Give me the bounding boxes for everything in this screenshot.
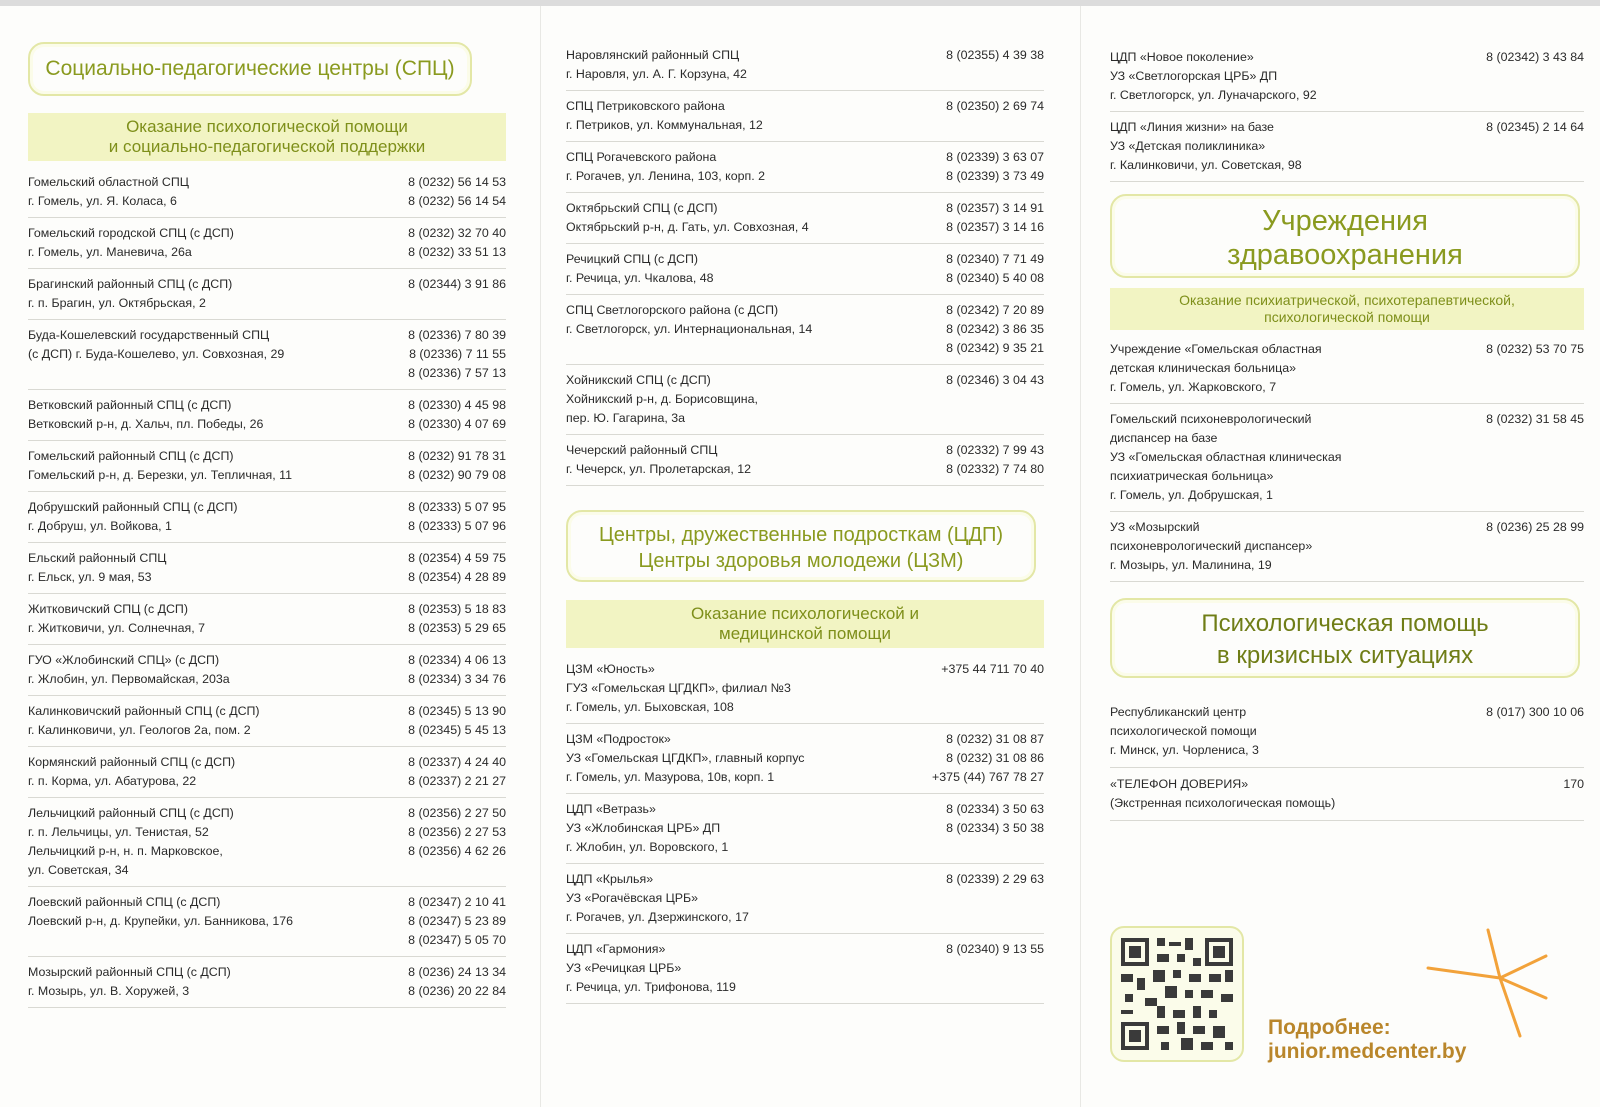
contact-phones — [408, 963, 506, 1001]
contact-name-line: г. Рогачев, ул. Ленина, 103, корп. 2 — [566, 169, 766, 183]
phone-number[interactable]: +375 (44) 767 78 27 — [932, 770, 1044, 784]
contact-entry — [1110, 42, 1584, 112]
column-right — [1110, 6, 1584, 1063]
phone-number[interactable]: 8 (02346) 3 04 43 — [946, 373, 1044, 387]
contact-name-line: СПЦ Рогачевского района — [566, 150, 717, 164]
contact-name — [1110, 118, 1486, 175]
contact-name-line: УЗ «Жлобинская ЦРБ» ДП — [566, 821, 721, 835]
phone-number[interactable]: 8 (0232) 90 79 08 — [408, 468, 506, 482]
contact-name — [566, 199, 946, 237]
contact-entry — [1110, 696, 1584, 768]
contact-entry — [566, 794, 1044, 864]
crisis-list — [1110, 696, 1584, 821]
phone-number[interactable]: 8 (02347) 5 23 89 — [408, 914, 506, 928]
contact-name-line: Кормянский районный СПЦ (с ДСП) — [28, 755, 236, 769]
contact-name-line: г. Минск, ул. Чорлениса, 3 — [1110, 743, 1259, 757]
contact-name-line: (Экстренная психологическая помощь) — [1110, 796, 1336, 810]
phone-number[interactable]: 8 (02340) 7 71 49 — [946, 252, 1044, 266]
contact-name — [28, 702, 408, 740]
contact-name-line: ЦДП «Ветразь» — [566, 802, 656, 816]
phone-number[interactable]: 8 (0232) 31 08 86 — [946, 751, 1044, 765]
phone-number[interactable]: 8 (02332) 7 99 43 — [946, 443, 1044, 457]
contact-name-line: г. Жлобин, ул. Первомайская, 203а — [28, 672, 230, 686]
subtitle-line: и социально-педагогической поддержки — [108, 137, 426, 156]
contact-phones — [946, 97, 1044, 135]
contact-name-line: СПЦ Петриковского района — [566, 99, 725, 113]
contact-phones — [1486, 703, 1584, 760]
contact-name-line: УЗ «Светлогорская ЦРБ» ДП — [1110, 69, 1278, 83]
phone-number[interactable]: 8 (02339) 3 63 07 — [946, 150, 1044, 164]
contact-name-line: ЦЗМ «Подросток» — [566, 732, 671, 746]
phone-number[interactable]: 8 (02342) 7 20 89 — [946, 303, 1044, 317]
contact-entry — [566, 244, 1044, 295]
contact-entry — [1110, 768, 1584, 821]
contact-entry — [566, 365, 1044, 435]
contact-name — [566, 441, 946, 479]
contact-name-line: Ветковский районный СПЦ (с ДСП) — [28, 398, 232, 412]
contact-entry — [566, 654, 1044, 724]
phone-number[interactable]: 8 (02347) 5 05 70 — [408, 933, 506, 947]
contact-name-line: Лоевский р-н, д. Крупейки, ул. Банникова, 176 — [28, 914, 294, 928]
contact-name — [1110, 775, 1563, 813]
contact-name-line: Гомельский городской СПЦ (с ДСП) — [28, 226, 234, 240]
contact-name-line: диспансер на базе — [1110, 431, 1218, 445]
contact-phones — [408, 702, 506, 740]
section-title-spc: Социально-педагогические центры (СПЦ) — [28, 42, 472, 96]
contact-name — [566, 148, 946, 186]
contact-entry — [28, 390, 506, 441]
contact-entry — [566, 142, 1044, 193]
contact-entry — [28, 218, 506, 269]
contact-entry — [1110, 112, 1584, 182]
phone-number[interactable]: 8 (02353) 5 29 65 — [408, 621, 506, 635]
qr-code-icon[interactable] — [1121, 938, 1233, 1050]
contact-name-line: Ельский районный СПЦ — [28, 551, 167, 565]
contact-name — [1110, 340, 1486, 397]
contact-name-line: г. Речица, ул. Трифонова, 119 — [566, 980, 736, 994]
contact-name-line: г. п. Лельчицы, ул. Тенистая, 52 — [28, 825, 209, 839]
website-link[interactable]: junior.medcenter.by — [1268, 1040, 1467, 1063]
phone-number[interactable]: 8 (02354) 4 59 75 — [408, 551, 506, 565]
contact-entry — [28, 747, 506, 798]
contact-name — [566, 250, 946, 288]
contact-name — [1110, 48, 1486, 105]
contact-name — [566, 730, 932, 787]
contact-phones — [408, 447, 506, 485]
phone-number[interactable]: 8 (02347) 2 10 41 — [408, 895, 506, 909]
contact-name-line: Гомельский районный СПЦ (с ДСП) — [28, 449, 234, 463]
contact-phones — [946, 800, 1044, 857]
contact-name — [28, 173, 408, 211]
phone-number[interactable]: 8 (02354) 4 28 89 — [408, 570, 506, 584]
phone-number[interactable]: 8 (02350) 2 69 74 — [946, 99, 1044, 113]
phone-number[interactable]: 8 (02334) 3 34 76 — [408, 672, 506, 686]
contact-name-line: г. Рогачев, ул. Дзержинского, 17 — [566, 910, 749, 924]
contact-name — [1110, 518, 1486, 575]
contact-phones — [946, 199, 1044, 237]
contact-name-line: г. Гомель, ул. Мазурова, 10в, корп. 1 — [566, 770, 775, 784]
contact-phones — [946, 148, 1044, 186]
fold-line — [1080, 6, 1081, 1107]
phone-number[interactable]: 8 (0232) 31 58 45 — [1486, 412, 1584, 426]
phone-number[interactable]: 8 (02336) 7 11 55 — [409, 347, 506, 361]
contact-entry — [1110, 512, 1584, 582]
phone-number[interactable]: 8 (0232) 53 70 75 — [1486, 342, 1584, 356]
qr-frame — [1110, 926, 1244, 1062]
contact-name-line: Учреждение «Гомельская областная — [1110, 342, 1322, 356]
subtitle-line: Оказание психологической и — [690, 604, 920, 623]
contact-name-line: ЦДП «Гармония» — [566, 942, 666, 956]
contact-name-line: Лельчицкий р-н, н. п. Марковское, — [28, 844, 223, 858]
contact-name-line: г. Гомель, ул. Маневича, 26а — [28, 245, 192, 259]
contact-entry — [28, 798, 506, 887]
contact-name-line: УЗ «Детская поликлиника» — [1110, 139, 1266, 153]
contact-phones — [408, 753, 506, 791]
contact-name-line: психоневрологический диспансер» — [1110, 539, 1313, 553]
contact-phones — [408, 326, 506, 383]
contact-entry — [28, 167, 506, 218]
phone-number[interactable]: 8 (02339) 2 29 63 — [946, 872, 1044, 886]
contact-name — [28, 600, 408, 638]
contact-phones — [946, 940, 1044, 997]
contact-name-line: Чечерский районный СПЦ — [566, 443, 718, 457]
health-list — [1110, 334, 1584, 582]
phone-number[interactable]: 8 (02334) 3 50 63 — [946, 802, 1044, 816]
phone-number[interactable]: 8 (0236) 20 22 84 — [408, 984, 506, 998]
contact-name — [566, 46, 946, 84]
contact-name-line: Ветковский р-н, д. Хальч, пл. Победы, 26 — [28, 417, 264, 431]
contact-name-line: Брагинский районный СПЦ (с ДСП) — [28, 277, 233, 291]
contact-name — [1110, 410, 1486, 505]
contact-phones — [1486, 48, 1584, 105]
phone-number[interactable]: 8 (02356) 2 27 53 — [408, 825, 506, 839]
contact-phones — [408, 396, 506, 434]
section-subtitle-spc — [28, 113, 506, 161]
contact-name-line: Хойникский СПЦ (с ДСП) — [566, 373, 711, 387]
contact-name-line: Лоевский районный СПЦ (с ДСП) — [28, 895, 221, 909]
contact-name-line: психиатрическая больница» — [1110, 469, 1274, 483]
contact-name-line: психологической помощи — [1110, 724, 1257, 738]
contact-name-line: Добрушский районный СПЦ (с ДСП) — [28, 500, 238, 514]
contact-name-line: Гомельский психоневрологический — [1110, 412, 1312, 426]
contact-name-line: УЗ «Гомельская ЦГДКП», главный корпус — [566, 751, 805, 765]
contact-name — [566, 301, 946, 358]
contact-name — [28, 963, 408, 1001]
phone-number[interactable]: 8 (02357) 3 14 16 — [946, 220, 1044, 234]
phone-number[interactable]: 8 (02334) 3 50 38 — [946, 821, 1044, 835]
contact-phones — [946, 46, 1044, 84]
contact-name-line: г. п. Корма, ул. Абатурова, 22 — [28, 774, 197, 788]
contact-name — [28, 753, 408, 791]
contact-phones — [1486, 340, 1584, 397]
contact-name-line: г. Гомель, ул. Быховская, 108 — [566, 700, 734, 714]
contact-entry — [28, 696, 506, 747]
contact-name-line: (с ДСП) г. Буда-Кошелево, ул. Совхозная, 29 — [28, 347, 285, 361]
phone-number[interactable]: 8 (02336) 7 80 39 — [408, 328, 506, 342]
phone-number[interactable]: 8 (02355) 4 39 38 — [946, 48, 1044, 62]
contact-name — [566, 660, 941, 717]
contact-name-line: ЦДП «Крылья» — [566, 872, 654, 886]
contact-phones — [1486, 410, 1584, 505]
contact-phones — [946, 371, 1044, 428]
phone-number[interactable]: 8 (0236) 24 13 34 — [408, 965, 506, 979]
contact-entry — [28, 269, 506, 320]
phone-number[interactable]: 8 (0236) 25 28 99 — [1486, 520, 1584, 534]
contact-name — [28, 651, 408, 689]
contact-name-line: Буда-Кошелевский государственный СПЦ — [28, 328, 270, 342]
phone-number[interactable]: 8 (02345) 2 14 64 — [1486, 120, 1584, 134]
phone-number[interactable]: 8 (02340) 9 13 55 — [946, 942, 1044, 956]
contact-entry — [566, 724, 1044, 794]
phone-number[interactable]: 8 (0232) 31 08 87 — [946, 732, 1044, 746]
contact-entry — [28, 441, 506, 492]
title-line: в кризисных ситуациях — [1216, 642, 1474, 669]
contact-phones — [408, 893, 506, 950]
contact-name-line: г. Петриков, ул. Коммунальная, 12 — [566, 118, 763, 132]
contact-name-line: г. Наровля, ул. А. Г. Корзуна, 42 — [566, 67, 747, 81]
contact-phones — [946, 301, 1044, 358]
contact-name-line: детская клиническая больница» — [1110, 361, 1296, 375]
contact-phones — [932, 730, 1044, 787]
contact-name-line: ГУО «Жлобинский СПЦ» (с ДСП) — [28, 653, 220, 667]
contact-name-line: ЦДП «Линия жизни» на базе — [1110, 120, 1274, 134]
contact-name-line: пер. Ю. Гагарина, 3а — [566, 411, 686, 425]
contact-name-line: г. Ельск, ул. 9 мая, 53 — [28, 570, 152, 584]
phone-number[interactable]: 8 (0232) 33 51 13 — [408, 245, 506, 259]
contact-name-line: УЗ «Гомельская областная клиническая — [1110, 450, 1342, 464]
contact-name-line: ГУЗ «Гомельская ЦГДКП», филиал №3 — [566, 681, 791, 695]
contact-entry — [566, 91, 1044, 142]
column-social-centers — [28, 6, 506, 1008]
brochure-page — [0, 6, 1600, 1107]
contact-name — [566, 97, 946, 135]
contact-name-line: г. Калинковичи, ул. Геологов 2а, пом. 2 — [28, 723, 251, 737]
spc-list — [28, 167, 506, 1008]
contact-name-line: г. Гомель, ул. Добрушская, 1 — [1110, 488, 1273, 502]
section-title-health — [1110, 194, 1580, 278]
contact-entry — [566, 435, 1044, 486]
contact-entry — [566, 40, 1044, 91]
phone-number[interactable]: 8 (0232) 56 14 54 — [408, 194, 506, 208]
contact-name-line: Мозырский районный СПЦ (с ДСП) — [28, 965, 231, 979]
footer-block — [1110, 926, 1584, 1076]
subtitle-line: психологической помощи — [1264, 309, 1430, 325]
contact-name-line: УЗ «Мозырский — [1110, 520, 1200, 534]
phone-number[interactable]: 8 (02357) 3 14 91 — [946, 201, 1044, 215]
subtitle-line: медицинской помощи — [719, 624, 891, 643]
contact-name-line: г. Гомель, ул. Я. Коласа, 6 — [28, 194, 177, 208]
contact-name — [1110, 703, 1486, 760]
contact-phones — [946, 441, 1044, 479]
contact-entry — [566, 193, 1044, 244]
more-info — [1268, 1016, 1466, 1064]
contact-phones — [1486, 518, 1584, 575]
phone-number[interactable]: 8 (017) 300 10 06 — [1486, 705, 1584, 719]
phone-number[interactable]: 170 — [1563, 777, 1584, 791]
contact-name-line: г. Чечерск, ул. Пролетарская, 12 — [566, 462, 752, 476]
contact-phones — [408, 275, 506, 313]
contact-name-line: УЗ «Рогачёвская ЦРБ» — [566, 891, 699, 905]
contact-name-line: г. Житковичи, ул. Солнечная, 7 — [28, 621, 205, 635]
phone-number[interactable]: 8 (02345) 5 13 90 — [408, 704, 506, 718]
phone-number[interactable]: 8 (02342) 9 35 21 — [946, 341, 1044, 355]
contact-entry — [28, 492, 506, 543]
phone-number[interactable]: 8 (02356) 4 62 26 — [408, 844, 506, 858]
contact-entry — [1110, 334, 1584, 404]
contact-name — [28, 549, 408, 587]
phone-number[interactable]: 8 (02339) 3 73 49 — [946, 169, 1044, 183]
phone-number[interactable]: 8 (02332) 7 74 80 — [946, 462, 1044, 476]
cdp-list — [566, 654, 1044, 1004]
title-line: Психологическая помощь — [1201, 610, 1489, 637]
contact-name — [566, 371, 946, 428]
contact-phones — [1563, 775, 1584, 813]
contact-name-line: г. Калинковичи, ул. Советская, 98 — [1110, 158, 1302, 172]
contact-name-line: Гомельский областной СПЦ — [28, 175, 189, 189]
phone-number[interactable]: 8 (02337) 2 21 27 — [408, 774, 506, 788]
contact-name-line: Лельчицкий районный СПЦ (с ДСП) — [28, 806, 234, 820]
phone-number[interactable]: 8 (02330) 4 45 98 — [408, 398, 506, 412]
phone-number[interactable]: 8 (02356) 2 27 50 — [408, 806, 506, 820]
contact-name-line: Наровлянский районный СПЦ — [566, 48, 740, 62]
contact-name-line: «ТЕЛЕФОН ДОВЕРИЯ» — [1110, 777, 1249, 791]
phone-number[interactable]: 8 (02333) 5 07 95 — [408, 500, 506, 514]
contact-name-line: Октябрьский р-н, д. Гать, ул. Совхозная, 4 — [566, 220, 809, 234]
contact-name-line: Республиканский центр — [1110, 705, 1247, 719]
contact-name-line: ЦДП «Новое поколение» — [1110, 50, 1254, 64]
contact-name-line: г. п. Брагин, ул. Октябрьская, 2 — [28, 296, 206, 310]
phone-number[interactable]: 8 (02353) 5 18 83 — [408, 602, 506, 616]
contact-name — [28, 275, 408, 313]
contact-name-line: Хойникский р-н, д. Борисовщина, — [566, 392, 758, 406]
phone-number[interactable]: +375 44 711 70 40 — [941, 662, 1044, 676]
contact-entry — [28, 543, 506, 594]
title-line: Учреждения — [1262, 205, 1428, 237]
contact-entry — [566, 295, 1044, 365]
contact-entry — [1110, 404, 1584, 512]
contact-name-line: г. Светлогорск, ул. Луначарского, 92 — [1110, 88, 1317, 102]
contact-name-line: г. Жлобин, ул. Воровского, 1 — [566, 840, 729, 854]
contact-phones — [408, 600, 506, 638]
contact-name-line: УЗ «Речицкая ЦРБ» — [566, 961, 682, 975]
contact-name-line: Речицкий СПЦ (с ДСП) — [566, 252, 698, 266]
phone-number[interactable]: 8 (02334) 4 06 13 — [408, 653, 506, 667]
subtitle-line: Оказание психиатрической, психотерапевтической, — [1179, 292, 1515, 308]
contact-phones — [946, 870, 1044, 927]
contact-phones — [941, 660, 1044, 717]
contact-name — [28, 804, 408, 880]
contact-name-line: Калинковичский районный СПЦ (с ДСП) — [28, 704, 260, 718]
contact-name-line: СПЦ Светлогорского района (с ДСП) — [566, 303, 779, 317]
contact-name-line: ул. Советская, 34 — [28, 863, 129, 877]
fold-line — [540, 6, 541, 1107]
contact-name-line: г. Светлогорск, ул. Интернациональная, 14 — [566, 322, 813, 336]
phone-number[interactable]: 8 (02345) 5 45 13 — [408, 723, 506, 737]
contact-name-line: г. Гомель, ул. Жарковского, 7 — [1110, 380, 1277, 394]
contact-entry — [28, 645, 506, 696]
column-middle — [566, 6, 1044, 1004]
contact-name — [28, 893, 408, 950]
contact-name — [28, 396, 408, 434]
more-label: Подробнее: — [1268, 1016, 1391, 1039]
contact-name — [28, 498, 408, 536]
phone-number[interactable]: 8 (02344) 3 91 86 — [408, 277, 506, 291]
section-title-cdp — [566, 510, 1036, 582]
contact-entry — [28, 957, 506, 1008]
contact-name — [28, 447, 408, 485]
phone-number[interactable]: 8 (02342) 3 43 84 — [1486, 50, 1584, 64]
contact-name — [566, 940, 946, 997]
contact-phones — [408, 498, 506, 536]
phone-number[interactable]: 8 (02330) 4 07 69 — [408, 417, 506, 431]
cdp-list-continued — [1110, 42, 1584, 182]
contact-name-line: г. Речица, ул. Чкалова, 48 — [566, 271, 714, 285]
phone-number[interactable]: 8 (02337) 4 24 40 — [408, 755, 506, 769]
contact-name — [566, 870, 946, 927]
contact-entry — [566, 934, 1044, 1004]
phone-number[interactable]: 8 (02333) 5 07 96 — [408, 519, 506, 533]
contact-name — [28, 224, 408, 262]
contact-phones — [946, 250, 1044, 288]
contact-name-line: г. Мозырь, ул. Малинина, 19 — [1110, 558, 1272, 572]
contact-phones — [408, 651, 506, 689]
section-title-crisis — [1110, 598, 1580, 678]
phone-number[interactable]: 8 (0232) 32 70 40 — [408, 226, 506, 240]
contact-name-line: Гомельский р-н, д. Березки, ул. Тепличная, 11 — [28, 468, 292, 482]
contact-name-line: Октябрьский СПЦ (с ДСП) — [566, 201, 718, 215]
title-line: Центры здоровья молодежи (ЦЗМ) — [638, 550, 964, 572]
contact-entry — [566, 864, 1044, 934]
phone-number[interactable]: 8 (0232) 56 14 53 — [408, 175, 506, 189]
contact-entry — [28, 887, 506, 957]
contact-entry — [28, 320, 506, 390]
contact-name — [28, 326, 408, 383]
phone-number[interactable]: 8 (02340) 5 40 08 — [946, 271, 1044, 285]
section-subtitle-health — [1110, 288, 1584, 330]
contact-phones — [408, 804, 506, 880]
contact-name-line: ЦЗМ «Юность» — [566, 662, 655, 676]
contact-name-line: г. Мозырь, ул. В. Хоружей, 3 — [28, 984, 190, 998]
contact-phones — [1486, 118, 1584, 175]
phone-number[interactable]: 8 (02336) 7 57 13 — [408, 366, 506, 380]
contact-entry — [28, 594, 506, 645]
contact-phones — [408, 549, 506, 587]
title-line: Центры, дружественные подросткам (ЦДП) — [598, 524, 1004, 546]
contact-phones — [408, 173, 506, 211]
phone-number[interactable]: 8 (02342) 3 86 35 — [946, 322, 1044, 336]
phone-number[interactable]: 8 (0232) 91 78 31 — [408, 449, 506, 463]
contact-phones — [408, 224, 506, 262]
subtitle-line: Оказание психологической помощи — [126, 117, 408, 136]
section-subtitle-cdp — [566, 600, 1044, 648]
spc-list-continued — [566, 40, 1044, 486]
title-line: здравоохранения — [1227, 239, 1463, 271]
contact-name — [566, 800, 946, 857]
contact-name-line: Житковичский СПЦ (с ДСП) — [28, 602, 188, 616]
contact-name-line: г. Добруш, ул. Войкова, 1 — [28, 519, 172, 533]
